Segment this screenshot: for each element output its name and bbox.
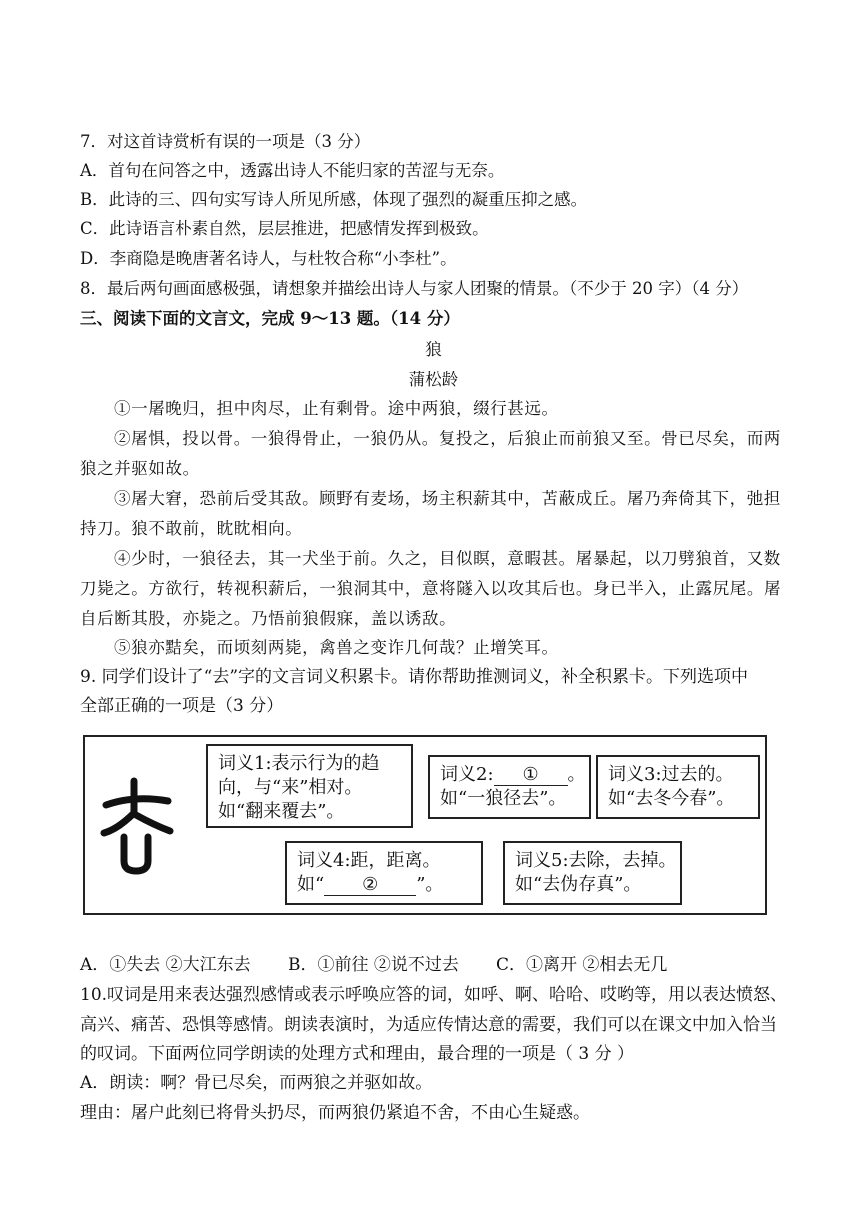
meaning-1-box bbox=[206, 744, 413, 828]
q7-option-c: C．此诗语言朴素自然，层层推进，把感情发挥到极致。 bbox=[80, 219, 489, 238]
q8-stem: 8．最后两句画面感极强，请想象并描绘出诗人与家人团聚的情景。（不少于 20 字）（4 分） bbox=[80, 279, 749, 298]
passage-title: 狼 bbox=[425, 340, 442, 359]
q10-option-a: A．朗读：啊？骨已尽矣，而两狼之并驱如故。 bbox=[80, 1073, 433, 1093]
passage-author: 蒲松龄 bbox=[408, 370, 459, 389]
passage-line: 持刀。狼不敢前，眈眈相向。 bbox=[80, 519, 303, 538]
passage-line: 刀毙之。方欲行，转视积薪后，一狼洞其中，意将隧入以攻其后也。身已半入，止露尻尾。屠 bbox=[80, 579, 782, 598]
meaning-4-box bbox=[285, 841, 483, 905]
passage-line: ②屠惧，投以骨。一狼得骨止，一狼仍从。复投之，后狼止而前狼又至。骨已尽矣，而两 bbox=[114, 429, 781, 448]
q7-option-d: D．李商隐是晚唐著名诗人，与杜牧合称“小李杜”。 bbox=[80, 249, 457, 268]
meaning-5-line: 词义5:去除，去掉。 bbox=[515, 850, 677, 871]
passage-line: 自后断其股，亦毙之。乃悟前狼假寐，盖以诱敌。 bbox=[80, 609, 457, 628]
q10-reason-a: 理由：屠户此刻已将骨头扔尽，而两狼仍紧追不舍，不由心生疑惑。 bbox=[80, 1103, 590, 1123]
blank-2: ② bbox=[324, 875, 416, 896]
q7-option-b: B．此诗的三、四句实写诗人所见所感，体现了强烈的凝重压抑之感。 bbox=[80, 190, 588, 209]
passage-line: ⑤狼亦黠矣，而顷刻两毙，禽兽之变诈几何哉？止增笑耳。 bbox=[114, 638, 559, 657]
passage-line: ①一屠晚归，担中肉尽，止有剩骨。途中两狼，缀行甚远。 bbox=[114, 399, 559, 418]
meaning-5-box bbox=[503, 841, 682, 905]
q9-option-a: A．①失去 ②大江东去 bbox=[80, 955, 251, 975]
meaning-4-suffix: ”。 bbox=[416, 874, 444, 895]
meaning-4-prefix: 如“ bbox=[297, 874, 325, 895]
meaning-3-line: 如“去冬今春”。 bbox=[608, 788, 735, 809]
ancient-qu-character-icon bbox=[98, 775, 176, 875]
q10-line: 10.叹词是用来表达强烈感情或表示呼唤应答的词，如呼、啊、哈哈、哎哟等，用以表达愤怒、 bbox=[80, 985, 788, 1005]
q7-stem: 7．对这首诗赏析有误的一项是（3 分） bbox=[80, 132, 371, 151]
meaning-2-box bbox=[428, 755, 591, 819]
q7-option-a: A．首句在问答之中，透露出诗人不能归家的苦涩与无奈。 bbox=[80, 161, 505, 180]
q9-option-b: B．①前往 ②说不过去 bbox=[288, 955, 459, 975]
meaning-2-example: 如“一狼径去”。 bbox=[440, 788, 567, 809]
meaning-2-prefix: 词义2: bbox=[440, 764, 494, 785]
q10-line: 的叹词。下面两位同学朗读的处理方式和理由，最合理的一项是（ 3 分 ） bbox=[80, 1044, 635, 1064]
q9-stem-line1: 9. 同学们设计了“去”字的文言词义积累卡。请你帮助推测词义，补全积累卡。下列选项中 bbox=[80, 667, 749, 687]
passage-line: ④少时，一狼径去，其一犬坐于前。久之，目似瞑，意暇甚。屠暴起，以刀劈狼首，又数 bbox=[114, 549, 781, 568]
meaning-1-line: 如“翻来覆去”。 bbox=[218, 801, 345, 822]
q10-line: 高兴、痛苦、恐惧等感情。朗读表演时，为适应传情达意的需要，我们可以在课文中加入恰当 bbox=[80, 1015, 777, 1035]
meaning-3-line: 词义3:过去的。 bbox=[608, 764, 734, 785]
q9-option-c: C．①离开 ②相去无几 bbox=[496, 955, 668, 975]
section-heading: 三、阅读下面的文言文，完成 9～13 题。（14 分） bbox=[80, 309, 460, 328]
passage-line: ③屠大窘，恐前后受其敌。顾野有麦场，场主积薪其中，苫蔽成丘。屠乃奔倚其下，弛担 bbox=[114, 489, 781, 508]
meaning-5-line: 如“去伪存真”。 bbox=[515, 874, 642, 895]
passage-line: 狼之并驱如故。 bbox=[80, 459, 200, 478]
meaning-2-suffix: 。 bbox=[567, 764, 586, 785]
meaning-1-line: 词义1:表示行为的趋 bbox=[218, 753, 380, 774]
blank-1: ① bbox=[494, 765, 568, 786]
meaning-1-line: 向，与“来”相对。 bbox=[218, 777, 363, 798]
meaning-4-line: 词义4:距，距离。 bbox=[297, 850, 441, 871]
meaning-3-box bbox=[596, 755, 760, 819]
q9-stem-line2: 全部正确的一项是（3 分） bbox=[80, 696, 284, 716]
